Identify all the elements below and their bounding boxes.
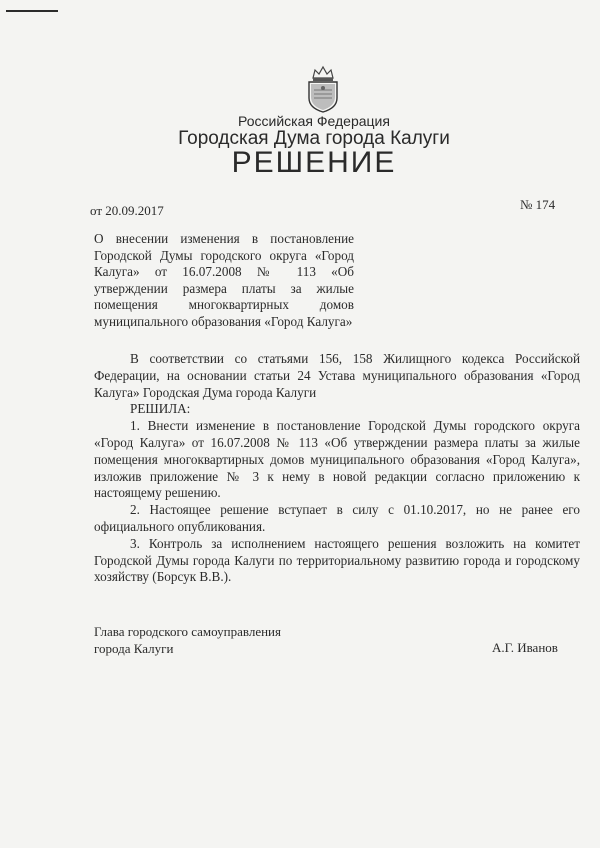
document-body [94, 351, 580, 586]
kaluga-coat-of-arms-icon [301, 64, 345, 114]
authority-name: Городская Дума города Калуги [178, 128, 450, 149]
corner-mark [6, 10, 58, 12]
resolution-item: 1. Внести изменение в постановление Городской Думы городского округа «Город Калуга» от 16.07.2008 № 113 «Об утверждении размера платы за жилые помещения многоквартирных домов муниципального образования «Город Калуга», изложив приложение № 3 к нему в новой редакции согласно приложению к настоящему решению. [94, 418, 580, 501]
resolution-item: 3. Контроль за исполнением настоящего решения возложить на комитет Городской Думы города Калуги по территориальному развитию города и городскому хозяйству (Борсук В.В.). [94, 535, 580, 585]
document-type-title: РЕШЕНИЕ [231, 146, 397, 179]
signatory-name: А.Г. Иванов [492, 640, 558, 655]
signature-block [94, 624, 281, 657]
decided-heading: РЕШИЛА: [130, 401, 191, 417]
document-number: № 174 [520, 197, 556, 212]
signatory-title-line2: города Калуги [94, 640, 174, 656]
signatory-title-line1: Глава городского самоуправления [94, 624, 281, 639]
country-name: Российская Федерация [238, 113, 390, 129]
document-subject: О внесении изменения в постановление Городской Думы городского округа «Город Калуга» от 16.07.2008 № 113 «Об утверждении размера платы за жилые помещения многоквартирных домов муниципального образования «Город Калуга» [94, 231, 354, 329]
preamble-paragraph: В соответствии со статьями 156, 158 Жилищного кодекса Российской Федерации, на основании статьи 24 Устава муниципального образования «Город Калуга» Городская Дума города Калуги [94, 351, 580, 400]
resolution-items [94, 418, 580, 586]
document-date: от 20.09.2017 [90, 203, 164, 218]
resolution-item: 2. Настоящее решение вступает в силу с 01.10.2017, но не ранее его официального опубликования. [94, 502, 580, 534]
